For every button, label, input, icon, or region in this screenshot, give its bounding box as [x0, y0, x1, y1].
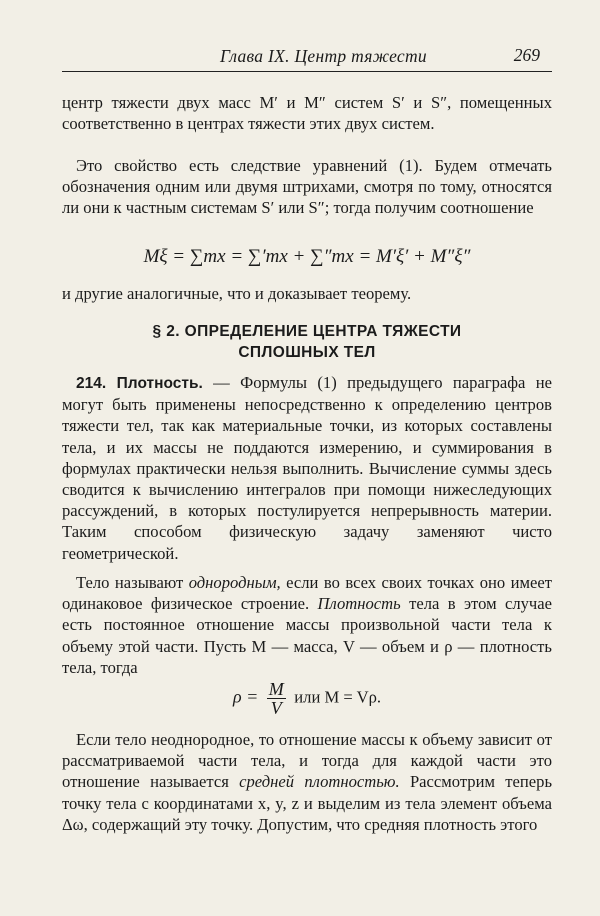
- paragraph-4-text: — Формулы (1) предыдущего параграфа не могут быть применены непосредственно к определению центров тяжести тел, так как материальные точки, из которых составлены тела, и их массы не поддаются измерению, и суммирования в формулах практически нельзя выполнить. Вычисление суммы здесь сводится к вычислению интегралов при помощи нижеследующих рассуждений, в которых постулируется непрерывность материи. Таким способом физическую задачу заменяют чисто геометрической.: [62, 373, 552, 563]
- section-title-line-1: § 2. ОПРЕДЕЛЕНИЕ ЦЕНТРА ТЯЖЕСТИ: [152, 323, 462, 340]
- paragraph-5-text-b: если во всех своих точках оно имеет одинаковое физическое строение.: [62, 573, 552, 614]
- paragraph-heading: 214. Плотность.: [76, 375, 203, 392]
- page-number: 269: [513, 45, 540, 65]
- term-density: Плотность: [317, 594, 401, 614]
- fraction-denominator: V: [270, 698, 282, 718]
- section-title: [62, 321, 552, 363]
- fraction: [267, 680, 286, 717]
- paragraph-2-text: Это свойство есть следствие уравнений (1). Будем отмечать обозначения одним или двумя штрихами, смотря по тому, относятся ли они к частным системам S′ или S″; тогда получим соотношение: [62, 156, 552, 218]
- term-homogeneous: однородным,: [188, 573, 281, 592]
- paragraph-6-text-a: Если тело неоднородное, то отношение массы к объему зависит от рассматриваемой части тела, и тогда для каждой части это отношение называется: [62, 730, 552, 792]
- formula-mass-center-sum: Mξ = ∑mx = ∑′mx + ∑″mx = M′ξ′ + M″ξ″: [143, 246, 471, 267]
- running-header-chapter: Глава IX. Центр тяжести: [220, 46, 427, 66]
- section-title-line-2: СПЛОШНЫХ ТЕЛ: [238, 344, 376, 361]
- paragraph-1: [62, 92, 552, 134]
- paragraph-5-text-c: тела в этом случае есть постоянное отношение массы произвольной части тела к объему этой части. Пусть M — масса, V — объем и ρ — плотность тела, тогда: [62, 594, 552, 677]
- paragraph-5: [62, 572, 552, 678]
- paragraph-5-text-a: Тело называют: [76, 573, 189, 592]
- paragraph-1-text: центр тяжести двух масс M′ и M″ систем S′ и S″, помещенных соответственно в центрах тяжести этих двух систем.: [62, 93, 552, 134]
- paragraph-2: [62, 155, 552, 219]
- term-mean-density: средней плотностью.: [239, 772, 400, 792]
- paragraph-3: [62, 283, 552, 304]
- formula-density-lhs: ρ =: [232, 686, 259, 707]
- paragraph-6-text-b: Рассмотрим теперь точку тела с координатами x, y, z и выделим из тела элемент объема Δω, содержащий эту точку. Допустим, что средняя плотность этого: [62, 772, 553, 834]
- header-rule: [62, 71, 552, 72]
- formula-density-rhs: или M = Vρ.: [294, 687, 381, 707]
- formula-density: [62, 680, 552, 717]
- paragraph-4: [62, 372, 552, 564]
- paragraph-3-text: и другие аналогичные, что и доказывает теорему.: [62, 284, 412, 303]
- paragraph-6: [62, 729, 552, 835]
- fraction-numerator: M: [268, 679, 284, 699]
